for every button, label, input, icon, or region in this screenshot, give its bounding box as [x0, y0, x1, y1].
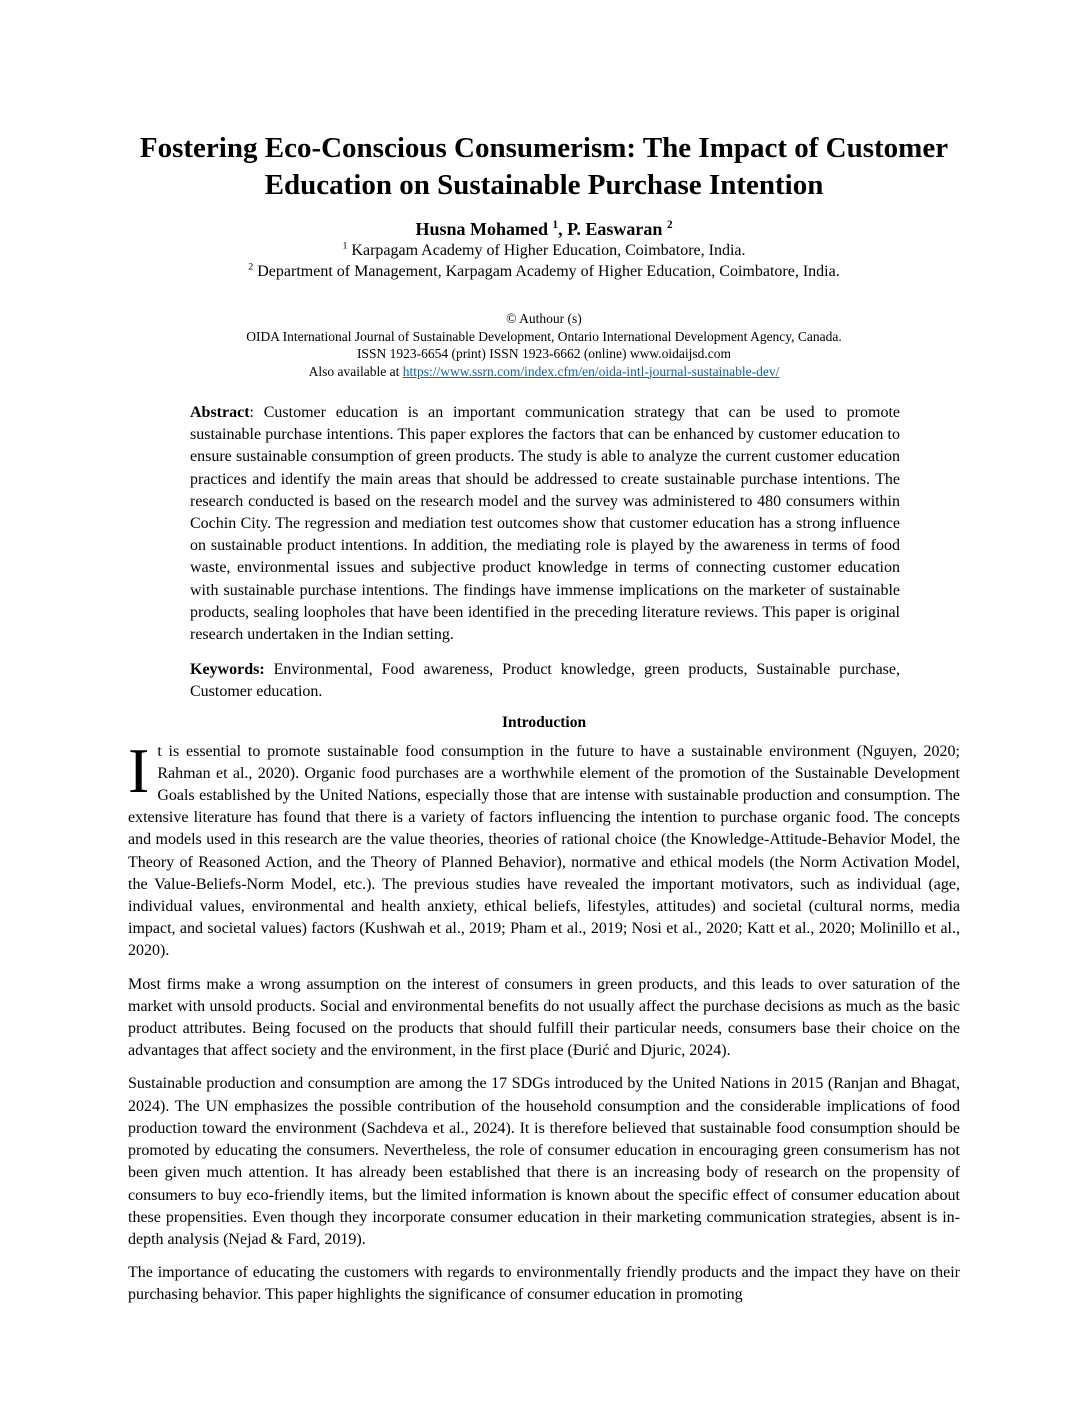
abstract-text: : Customer education is an important communication strategy that can be used to promote sustainable purchase intentions. This paper explores the factors that can be enhanced by customer education to ensure sustainable consumption of green products. The study is able to analyze the current customer education practices and identify the main areas that should be addressed to create sustainable purchase intentions. The research conducted is based on the research model and the survey was administered to 480 consumers within Cochin City. The regression and mediation test outcomes show that customer education has a strong influence on sustainable product intentions. In addition, the mediating role is played by the awareness in terms of food waste, environmental issues and subjective product knowledge in terms of connecting customer education with sustainable purchase intentions. The findings have immense implications on the marketer of sustainable products, sealing loopholes that have been identified in the preceding literature reviews. This paper is original research undertaken in the Indian setting.: [190, 404, 900, 644]
affiliation-2-superscript: 2: [248, 261, 254, 273]
affiliation-2-text: Department of Management, Karpagam Academy of Higher Education, Coimbatore, India.: [253, 263, 840, 280]
paper-title: Fostering Eco-Conscious Consumerism: The Impact of Customer Education on Sustainable Purchase Intention: [139, 132, 949, 201]
copyright-line: © Authour (s): [506, 311, 582, 326]
intro-paragraph-1-text: t is essential to promote sustainable food consumption in the future to have a sustainable environment (Nguyen, 2020; Rahman et al., 2020). Organic food purchases are a worthwhile element of the promotion of the Sustainable Development Goals established by the United Nations, especially those that are intense with sustainable production and consumption. The extensive literature has found that there is a variety of factors influencing the intention to purchase organic food. The concepts and models used in this research are the value theories, theories of rational choice (the Knowledge-Attitude-Behavior Model, the Theory of Reasoned Action, and the Theory of Planned Behavior), normative and ethical models (the Norm Activation Model, the Value-Beliefs-Norm Model, etc.). The previous studies have revealed the important motivators, such as individual (age, individual values, environmental and health anxiety, ethical beliefs, lifestyles, attitudes) and societal (cultural norms, media impact, and societal values) factors (Kushwah et al., 2019; Pham et al., 2019; Nosi et al., 2020; Katt et al., 2020; Molinillo et al., 2020).: [128, 742, 960, 960]
author-2-name: P. Easwaran: [567, 219, 667, 239]
affiliation-1-superscript: 1: [342, 240, 348, 252]
keywords-paragraph: [190, 659, 900, 703]
intro-paragraph-2: Most firms make a wrong assumption on the interest of consumers in green products, and this leads to over saturation of the market with unsold products. Social and environmental benefits do not usually affect the purchase decisions as much as the basic product attributes. Being focused on the products that should fulfill their particular needs, consumers base their choice on the advantages that affect society and the environment, in the first place (Đurić and Djuric, 2024).: [128, 975, 960, 1060]
affiliation-2: [0, 261, 1088, 282]
issn-line: ISSN 1923-6654 (print) ISSN 1923-6662 (online) www.oidaijsd.com: [356, 346, 732, 361]
author-1-name: Husna Mohamed: [415, 219, 553, 239]
abstract-paragraph: [190, 402, 900, 646]
authors-line: [0, 219, 1088, 240]
section-heading-introduction: Introduction: [501, 713, 587, 731]
abstract-label: Abstract: [190, 404, 250, 421]
affiliation-1-text: Karpagam Academy of Higher Education, Coimbatore, India.: [347, 242, 746, 259]
intro-paragraph-3: Sustainable production and consumption are among the 17 SDGs introduced by the United Nations in 2015 (Ranjan and Bhagat, 2024). The UN emphasizes the possible contribution of the household consumption and the considerable implications of food production toward the environment (Sachdeva et al., 2024). It is therefore believed that sustainable food consumption should be promoted by educating the consumers. Nevertheless, the role of consumer education in encouraging green consumerism has not been given much attention. It has already been established that there is an increasing body of research on the propensity of consumers to buy eco-friendly items, but the limited information is known about the specific effect of consumer education about these propensities. Even though they incorporate consumer education in their marketing communication strategies, absent is in-depth analysis (Nejad & Fard, 2019).: [128, 1075, 960, 1248]
author-2-superscript: 2: [666, 219, 673, 231]
imprint-block: [0, 310, 1088, 380]
intro-paragraph-1: [128, 734, 960, 963]
drop-cap: I: [128, 734, 150, 806]
author-separator: ,: [558, 219, 568, 239]
affiliation-1: [0, 240, 1088, 261]
keywords-text: Environmental, Food awareness, Product knowledge, green products, Sustainable purchase, Customer education.: [190, 661, 900, 701]
availability-prefix: Also available at: [308, 363, 403, 379]
availability-line: [0, 363, 1088, 381]
author-1-superscript: 1: [552, 219, 559, 231]
intro-paragraph-4: The importance of educating the customers with regards to environmentally friendly products and the impact they have on their purchasing behavior. This paper highlights the significance of consumer education in promoting: [128, 1264, 960, 1304]
ssrn-link[interactable]: https://www.ssrn.com/index.cfm/en/oida-intl-journal-sustainable-dev/: [402, 363, 780, 379]
journal-line: OIDA International Journal of Sustainable Development, Ontario International Development Agency, Canada.: [246, 328, 842, 344]
keywords-label: Keywords:: [190, 661, 265, 679]
